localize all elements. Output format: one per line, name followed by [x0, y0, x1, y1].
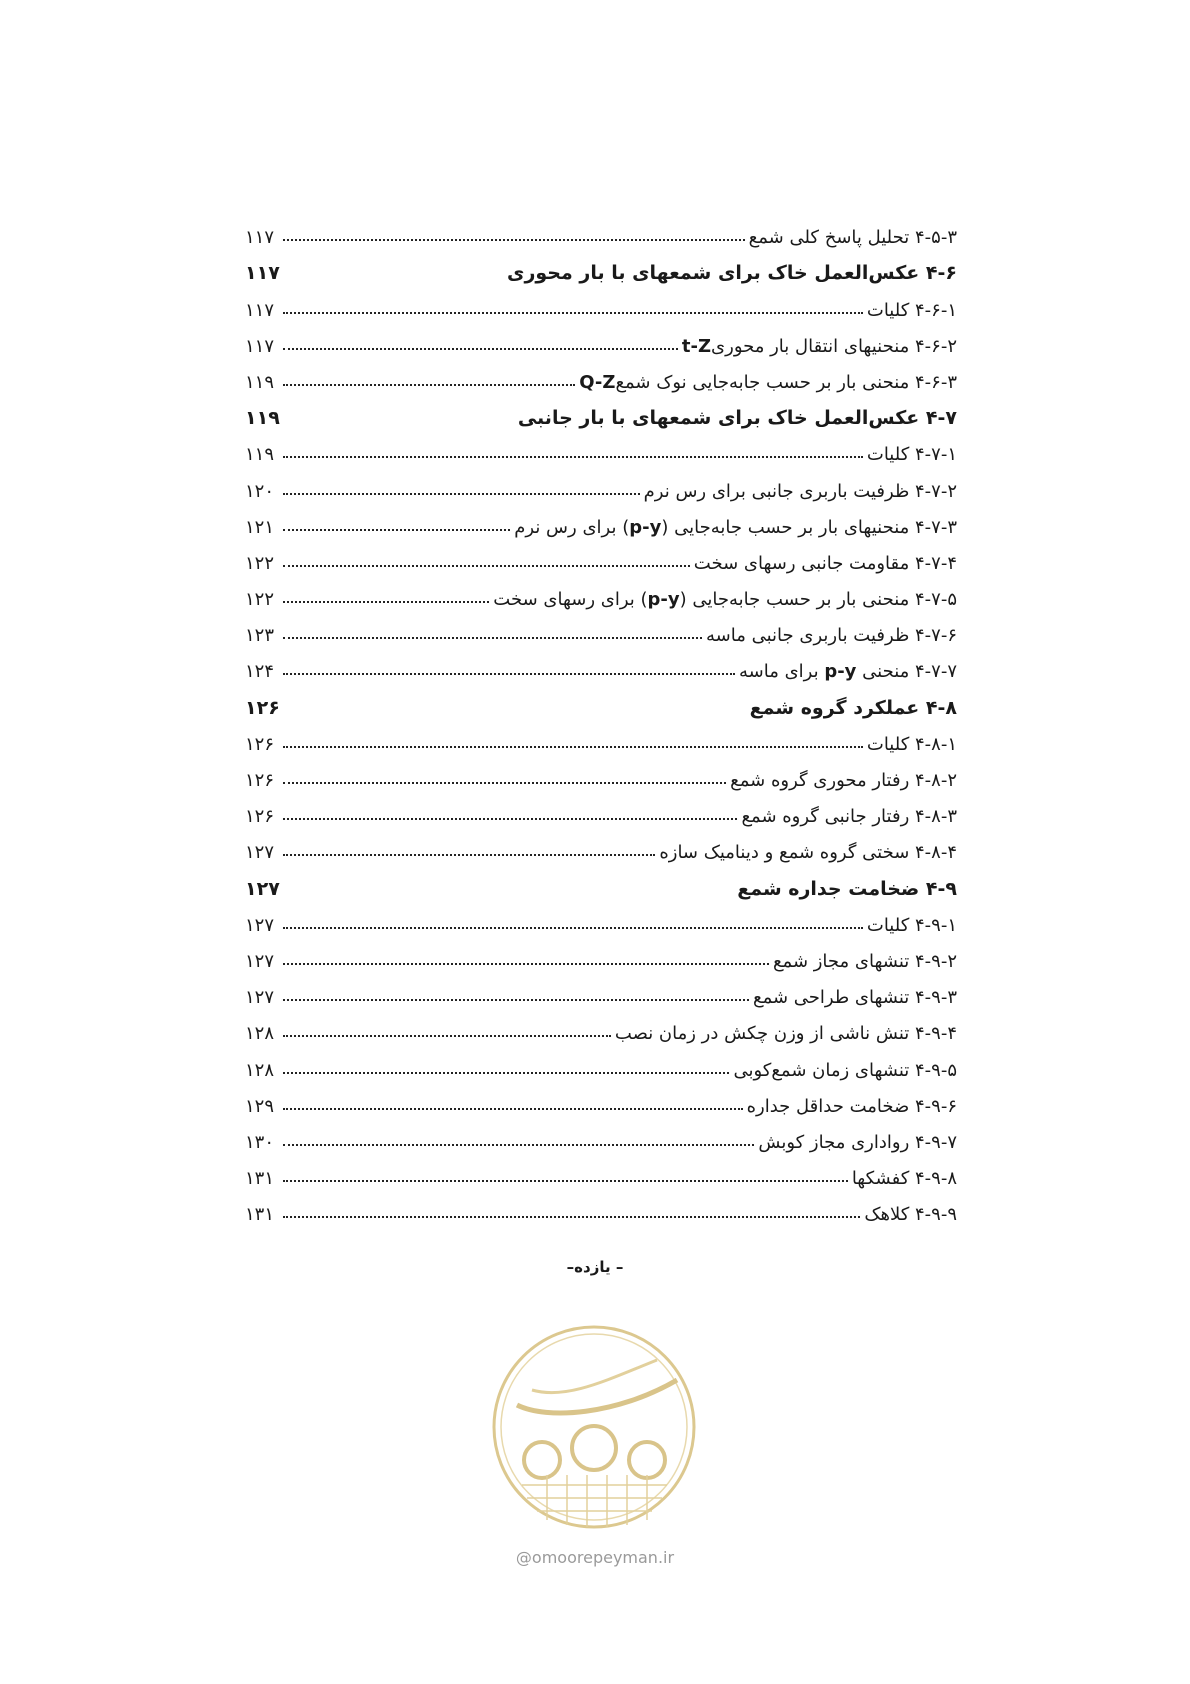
toc-entry	[245, 900, 957, 936]
toc-entry	[245, 321, 957, 357]
toc-entry-title: ۴-۹-۵ تنشهای زمان شمع‌کوبی	[733, 1059, 957, 1081]
toc-entry-title: ۴-۹-۶ ضخامت حداقل جداره	[746, 1095, 957, 1117]
toc-entry-title: ۴-۸-۴ سختی گروه شمع و دینامیک سازه	[659, 842, 957, 864]
toc-entry	[245, 429, 957, 465]
toc-entry	[245, 357, 957, 393]
dot-leader	[283, 854, 655, 856]
dot-leader	[283, 818, 737, 820]
toc-entry	[245, 972, 957, 1008]
toc-page-number: ۱۳۱	[245, 1204, 275, 1226]
toc-entry	[245, 1044, 957, 1080]
toc-entry-title: ۴-۹-۹ کلاهک	[864, 1204, 957, 1226]
dot-leader	[283, 1216, 860, 1218]
toc-entry-title: ۴-۷-۱ کلیات	[866, 444, 957, 466]
dot-leader	[283, 782, 726, 784]
toc-entry	[245, 284, 957, 320]
toc-entry	[245, 502, 957, 538]
toc-entry	[245, 827, 957, 863]
toc-page-number: ۱۲۲	[245, 589, 275, 611]
toc-entry-title: ۴-۵-۳ تحلیل پاسخ کلی شمع	[748, 227, 957, 249]
toc-entry-title: ۴-۷-۵ منحنی بار بر حسب جابه‌جایی (p-y) برای رسهای سخت	[493, 589, 957, 611]
dot-leader	[283, 637, 702, 639]
dot-leader	[283, 312, 863, 314]
toc-entry-title: ۴-۷-۴ مقاومت جانبی رسهای سخت	[693, 552, 957, 574]
toc-entry	[245, 574, 957, 610]
dot-leader	[283, 1144, 754, 1146]
toc-page-number: ۱۳۰	[245, 1131, 275, 1153]
dot-leader	[283, 384, 575, 386]
dot-leader	[283, 999, 749, 1001]
toc-entry-title: ۴-۷-۲ ظرفیت باربری جانبی برای رس نرم	[643, 480, 957, 502]
dot-leader	[283, 529, 510, 531]
toc-entry-title: ۴-۷-۳ منحنیهای بار بر حسب جابه‌جایی (p-y) برای رس نرم	[514, 516, 957, 538]
toc-page-number: ۱۱۷	[245, 262, 280, 285]
toc-entry-title: ۴-۷ عکس‌العمل خاک برای شمعهای با بار جانبی	[517, 407, 957, 430]
toc-entry	[245, 936, 957, 972]
toc-section-heading	[245, 863, 957, 899]
toc-page-number: ۱۱۷	[245, 227, 275, 249]
toc-entry-title: ۴-۹-۸ کفشکها	[851, 1168, 957, 1190]
toc-page-number: ۱۲۸	[245, 1059, 275, 1081]
toc-entry	[245, 755, 957, 791]
toc-page-number: ۱۲۷	[245, 842, 275, 864]
toc-page-number: ۱۲۰	[245, 480, 275, 502]
dot-leader	[283, 1072, 729, 1074]
dot-leader	[283, 1180, 848, 1182]
toc-page-number: ۱۱۹	[245, 444, 275, 466]
toc-entry-title: ۴-۹-۷ رواداری مجاز کوبش	[758, 1131, 957, 1153]
toc-page-number: ۱۲۱	[245, 516, 275, 538]
toc-entry-title: ۴-۶ عکس‌العمل خاک برای شمعهای با بار محوری	[507, 262, 957, 285]
toc-entry-title: ۴-۹ ضخامت جداره شمع	[737, 877, 957, 900]
toc-entry	[245, 1189, 957, 1225]
toc-entry	[245, 1117, 957, 1153]
toc-entry-title: ۴-۶-۳ منحنی بار بر حسب جابه‌جایی نوک شمعQ-Z	[579, 371, 957, 393]
toc-page-number: ۱۳۱	[245, 1168, 275, 1190]
omoore-peyman-logo-icon	[487, 1320, 702, 1535]
dot-leader	[283, 493, 640, 495]
toc-entry-title: ۴-۸ عملکرد گروه شمع	[749, 696, 957, 719]
toc-entry-title: ۴-۹-۱ کلیات	[866, 914, 957, 936]
toc-entry-title: ۴-۶-۲ منحنیهای انتقال بار محوریt-Z	[681, 335, 957, 357]
toc-entry-title: ۴-۷-۷ منحنی p-y برای ماسه	[738, 661, 957, 683]
toc-page-number: ۱۲۴	[245, 661, 275, 683]
toc-entry	[245, 212, 957, 248]
table-of-contents	[245, 212, 957, 1225]
toc-entry-title: ۴-۸-۲ رفتار محوری گروه شمع	[730, 770, 957, 791]
dot-leader	[283, 927, 863, 929]
dot-leader	[283, 963, 769, 965]
toc-entry	[245, 610, 957, 646]
toc-page-number: ۱۲۷	[245, 987, 275, 1009]
toc-entry	[245, 465, 957, 501]
toc-page-number: ۱۲۹	[245, 1095, 275, 1117]
toc-section-heading	[245, 393, 957, 429]
toc-entry-title: ۴-۷-۶ ظرفیت باربری جانبی ماسه	[706, 625, 957, 647]
toc-page-number: ۱۲۶	[245, 696, 280, 719]
toc-page-number: ۱۱۹	[245, 407, 280, 430]
toc-entry-title: ۴-۸-۱ کلیات	[866, 733, 957, 755]
toc-page-number: ۱۲۶	[245, 806, 275, 828]
toc-entry	[245, 1153, 957, 1189]
toc-entry	[245, 719, 957, 755]
toc-page-number: ۱۱۹	[245, 371, 275, 393]
toc-entry	[245, 1008, 957, 1044]
toc-page-number: ۱۲۸	[245, 1023, 275, 1045]
toc-page-number: ۱۱۷	[245, 335, 275, 357]
toc-page-number: ۱۲۶	[245, 770, 275, 791]
dot-leader	[283, 456, 863, 458]
toc-entry-title: ۴-۶-۱ کلیات	[866, 299, 957, 321]
toc-entry-title: ۴-۸-۳ رفتار جانبی گروه شمع	[741, 806, 957, 828]
toc-entry	[245, 791, 957, 827]
toc-entry-title: ۴-۹-۲ تنشهای مجاز شمع	[772, 950, 957, 972]
toc-section-heading	[245, 682, 957, 718]
page-number-label: – یازده–	[566, 1258, 624, 1276]
toc-entry-title: ۴-۹-۳ تنشهای طراحی شمع	[753, 987, 957, 1009]
toc-page-number: ۱۲۷	[245, 877, 280, 900]
dot-leader	[283, 746, 863, 748]
dot-leader	[283, 348, 678, 350]
toc-page-number: ۱۲۷	[245, 950, 275, 972]
dot-leader	[283, 673, 735, 675]
toc-entry-title: ۴-۹-۴ تنش ناشی از وزن چکش در زمان نصب	[614, 1023, 957, 1045]
toc-section-heading	[245, 248, 957, 284]
toc-page-number: ۱۲۲	[245, 552, 275, 574]
website-watermark: @omoorepeyman.ir	[515, 1548, 675, 1567]
dot-leader	[283, 601, 489, 603]
toc-entry	[245, 646, 957, 682]
dot-leader	[283, 1035, 611, 1037]
toc-entry	[245, 1081, 957, 1117]
toc-page-number: ۱۲۶	[245, 733, 275, 755]
dot-leader	[283, 239, 745, 241]
toc-page-number: ۱۱۷	[245, 299, 275, 321]
dot-leader	[283, 1108, 743, 1110]
toc-page-number: ۱۲۷	[245, 914, 275, 936]
toc-entry	[245, 538, 957, 574]
dot-leader	[283, 565, 690, 567]
toc-page-number: ۱۲۳	[245, 625, 275, 647]
